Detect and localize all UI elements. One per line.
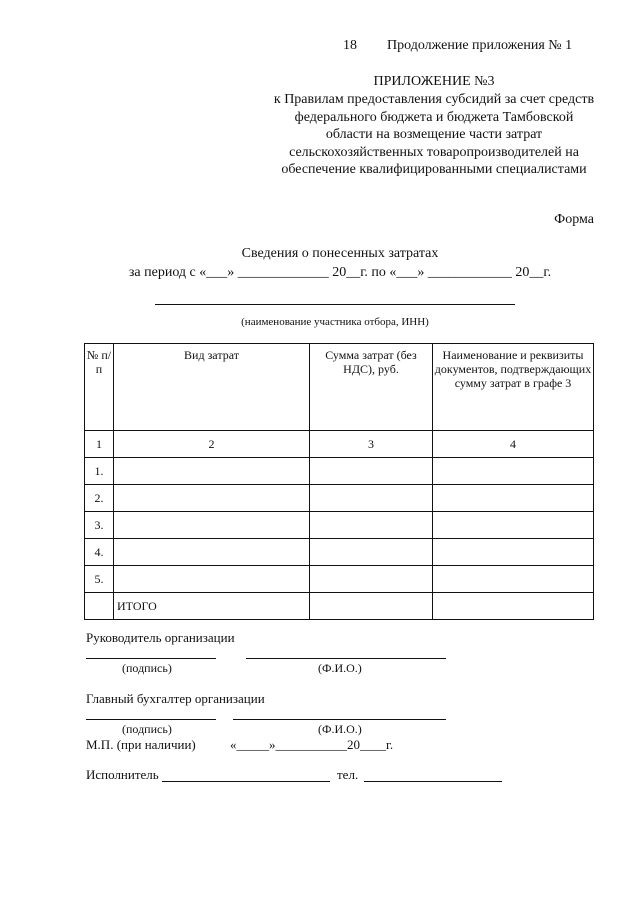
total-row <box>85 593 594 620</box>
expense-type-cell[interactable] <box>114 485 310 512</box>
amount-cell[interactable] <box>310 539 433 566</box>
column-number-row <box>85 431 594 458</box>
phone-line[interactable] <box>364 781 502 782</box>
documents-cell[interactable] <box>433 458 594 485</box>
header-documents: Наименование и реквизиты документов, подтверждающих сумму затрат в графе 3 <box>433 344 594 431</box>
accountant-label: Главный бухгалтер организации <box>86 691 265 706</box>
executor-label: Исполнитель <box>86 767 159 782</box>
page-header <box>343 38 572 54</box>
row-number: 3. <box>85 512 114 539</box>
accountant-signature-line[interactable] <box>86 719 216 720</box>
total-number-cell <box>85 593 114 620</box>
signature-date: «_____»___________20____г. <box>230 737 394 752</box>
accountant-name-caption: (Ф.И.О.) <box>318 722 362 736</box>
total-label: ИТОГО <box>114 593 310 620</box>
table-row <box>85 512 594 539</box>
appendix-text: к Правилам предоставления субсидий за счет средств федерального бюджета и бюджета Тамбовской области на возмещение части затрат сельскохозяйственных товаропроизводителей на обеспечение квалифицированными специалистами <box>273 92 595 177</box>
table-row <box>85 566 594 593</box>
head-sign-caption: (подпись) <box>122 661 172 675</box>
header-amount: Сумма затрат (без НДС), руб. <box>310 344 433 431</box>
row-number: 2. <box>85 485 114 512</box>
row-number: 5. <box>85 566 114 593</box>
form-label: Форма <box>554 212 594 227</box>
accountant-name-line[interactable] <box>233 719 446 720</box>
documents-cell[interactable] <box>433 485 594 512</box>
row-number: 4. <box>85 539 114 566</box>
head-name-line[interactable] <box>246 658 446 659</box>
table-row <box>85 539 594 566</box>
column-number: 3 <box>310 431 433 458</box>
expense-type-cell[interactable] <box>114 458 310 485</box>
page-number: 18 <box>343 38 357 53</box>
column-number: 4 <box>433 431 594 458</box>
period-line: за период с «___» _____________ 20__г. по «___» ____________ 20__г. <box>128 265 552 280</box>
continuation-note: Продолжение приложения № 1 <box>387 38 573 53</box>
column-number: 1 <box>85 431 114 458</box>
amount-cell[interactable] <box>310 566 433 593</box>
phone-label: тел. <box>337 767 359 782</box>
stamp-label: М.П. (при наличии) <box>86 737 196 752</box>
head-name-caption: (Ф.И.О.) <box>318 661 362 675</box>
expense-type-cell[interactable] <box>114 539 310 566</box>
documents-cell[interactable] <box>433 566 594 593</box>
total-documents-cell[interactable] <box>433 593 594 620</box>
amount-cell[interactable] <box>310 512 433 539</box>
executor-name-line[interactable] <box>162 781 330 782</box>
participant-name-line <box>155 304 515 305</box>
accountant-sign-caption: (подпись) <box>122 722 172 736</box>
amount-cell[interactable] <box>310 458 433 485</box>
expenses-table <box>84 343 594 620</box>
appendix-title: ПРИЛОЖЕНИЕ №3 <box>373 74 495 89</box>
head-signature-line[interactable] <box>86 658 216 659</box>
header-number: № п/п <box>85 344 114 431</box>
table-row <box>85 485 594 512</box>
participant-caption: (наименование участника отбора, ИНН) <box>241 316 429 328</box>
document-title: Сведения о понесенных затратах <box>241 246 439 261</box>
expense-type-cell[interactable] <box>114 512 310 539</box>
table-row <box>85 458 594 485</box>
table-header-row <box>85 344 594 431</box>
column-number: 2 <box>114 431 310 458</box>
total-amount-cell[interactable] <box>310 593 433 620</box>
row-number: 1. <box>85 458 114 485</box>
documents-cell[interactable] <box>433 539 594 566</box>
documents-cell[interactable] <box>433 512 594 539</box>
expense-type-cell[interactable] <box>114 566 310 593</box>
amount-cell[interactable] <box>310 485 433 512</box>
header-expense-type: Вид затрат <box>114 344 310 431</box>
head-label: Руководитель организации <box>86 630 235 645</box>
